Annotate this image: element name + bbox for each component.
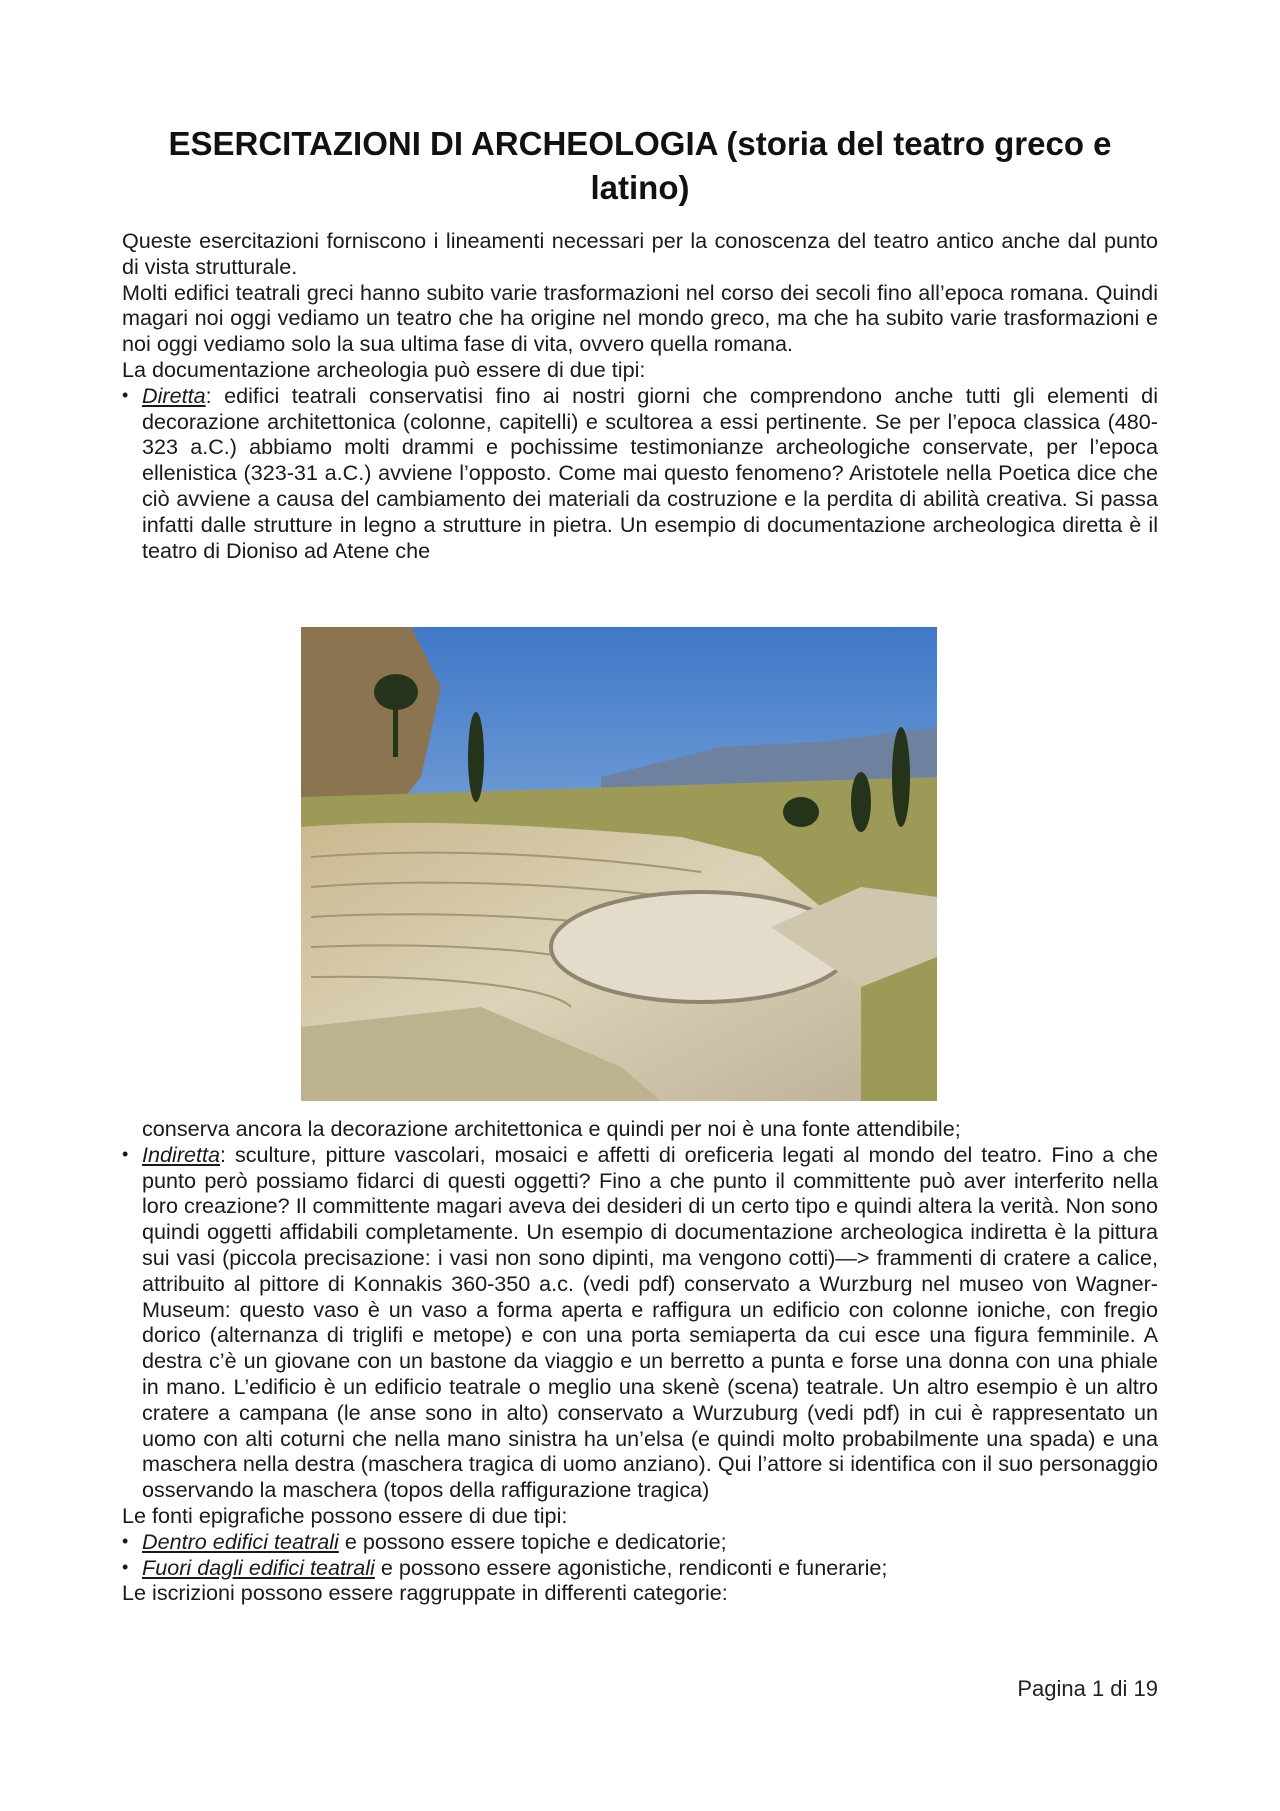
term-indiretta: Indiretta — [142, 1141, 221, 1167]
theatre-of-dionysus-photo — [301, 627, 937, 1101]
intro-paragraph-2: Molti edifici teatrali greci hanno subito varie trasformazioni nel corso dei secoli fino all’epoca romana. Quindi magari noi oggi vediamo un teatro che ha origine nel mondo greco, ma che ha subito varie trasformazioni e noi oggi vediamo solo la sua ultima fase di vita, ovvero quella romana. — [122, 279, 1158, 357]
diretta-description: : edifici teatrali conservatisi fino ai nostri giorni che comprendono anche tutti gli elementi di decorazione architettonica (colonne, capitelli) e scultorea a essi pertinente. Se per l’epoca classica (480-323 a.C.) abbiamo molti drammi e pochissime testimonianze archeologiche conservate, per l’epoca ellenistica (323-31 a.C.) avviene l’opposto. Come mai questo fenomeno? Aristotele nella Poetica dice che ciò avviene a causa del cambiamento dei materiali da costruzione e la perdita di abilità creativa. Si passa infatti dalle strutture in legno a strutture in pietra. Un esempio di documentazione archeologica diretta è il teatro di Dioniso ad Atene che — [142, 382, 1158, 563]
bullet-icon: • — [122, 1556, 129, 1577]
diretta-continuation: conserva ancora la decorazione architettonica e quindi per noi è una fonte attendibile; — [142, 1116, 961, 1141]
bullet-icon: • — [122, 1143, 129, 1164]
document-title: ESERCITAZIONI DI ARCHEOLOGIA (storia del teatro greco e latino) — [168, 125, 1112, 206]
bullet-icon: • — [122, 1530, 129, 1551]
list-item-indiretta — [122, 1142, 1158, 1503]
bullet-icon: • — [122, 384, 129, 405]
term-dentro: Dentro edifici teatrali — [142, 1528, 339, 1554]
epigraphic-intro: Le fonti epigrafiche possono essere di due tipi: — [122, 1502, 568, 1528]
upper-text-block — [122, 228, 1158, 563]
list-item-fuori — [122, 1555, 1158, 1581]
doc-types-list — [122, 383, 1158, 564]
fuori-description: e possono essere agonistiche, rendiconti e funerarie; — [374, 1554, 888, 1580]
term-diretta: Diretta — [142, 382, 206, 408]
term-fuori: Fuori dagli edifici teatrali — [142, 1554, 375, 1580]
closing-line: Le iscrizioni possono essere raggruppate in differenti categorie: — [122, 1580, 728, 1606]
dentro-description: e possono essere topiche e dedicatorie; — [338, 1528, 727, 1554]
lower-text-block — [122, 1116, 1158, 1606]
epigraphic-types-list — [122, 1529, 1158, 1581]
list-item-dentro — [122, 1529, 1158, 1555]
intro-paragraph-1: Queste esercitazioni forniscono i lineamenti necessari per la conoscenza del teatro antico anche dal punto di vista strutturale. — [122, 228, 1158, 279]
page-number: Pagina 1 di 19 — [1017, 1676, 1158, 1701]
list-item-diretta — [122, 383, 1158, 564]
indiretta-description: : sculture, pitture vascolari, mosaici e affetti di oreficeria legati al mondo del teatro. Fino a che punto però possiamo fidarci di questi oggetti? Fino a che punto il committente può aver interferito nella loro creazione? Il committente magari aveva dei desideri di un certo tipo e quindi altera la verità. Non sono quindi oggetti affidabili completamente. Un esempio di documentazione archeologica indiretta è la pittura sui vasi (piccola precisazione: i vasi non sono dipinti, ma vengono cotti)—> frammenti di cratere a calice, attribuito al pittore di Konnakis 360-350 a.c. (vedi pdf) conservato a Wurzburg nel museo von Wagner-Museum: questo vaso è un vaso a forma aperta e raffigura un edificio con colonne ioniche, con fregio dorico (alternanza di triglifi e metope) e con una porta semiaperta da cui esce una figura femminile. A destra c’è un giovane con un bastone da viaggio e un berretto a punta e forse una donna con una phiale in mano. L’edificio è un edificio teatrale o meglio una skenè (scena) teatrale. Un altro esempio è un altro cratere a campana (le anse sono in alto) conservato a Wurzuburg (vedi pdf) in cui è rappresentato un uomo con alti coturni che nella mano sinistra ha un’elsa (e quindi molto probabilmente una spada) e una maschera nella destra (maschera tragica di uomo anziano). Qui l’attore si identifica con il suo personaggio osservando la maschera (topos della raffigurazione tragica) — [142, 1141, 1158, 1503]
intro-paragraph-3: La documentazione archeologia può essere di due tipi: — [122, 356, 646, 382]
doc-types-list-continued — [122, 1142, 1158, 1503]
